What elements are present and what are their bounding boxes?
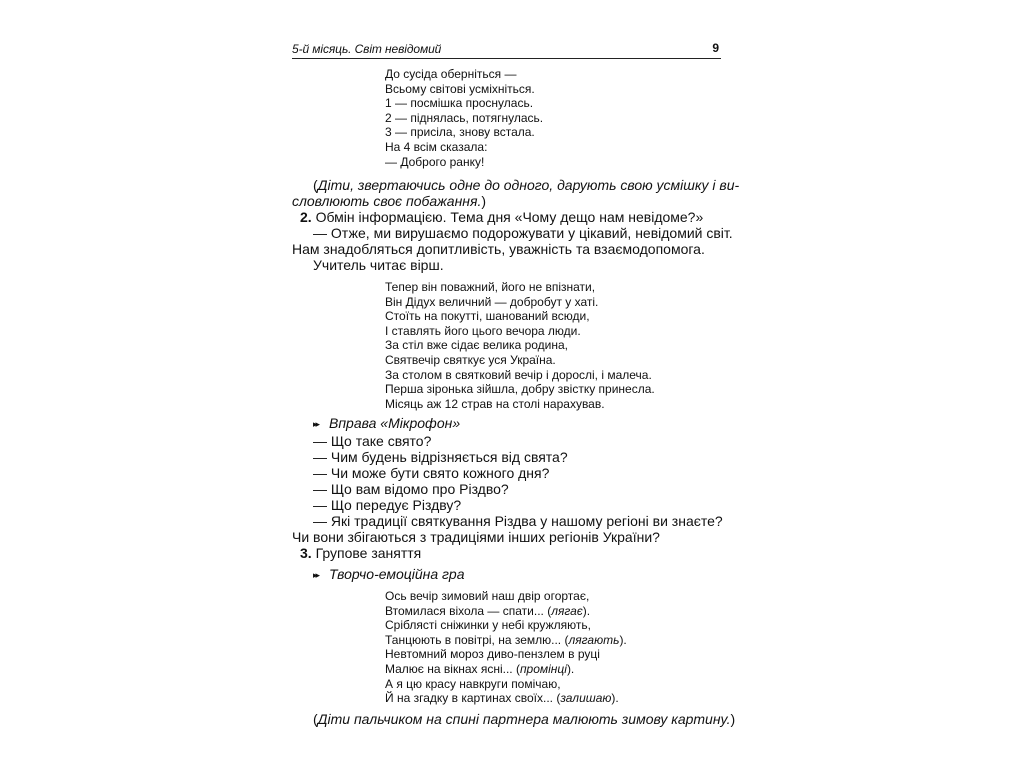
section-heading-3 <box>300 545 421 561</box>
verse-line: За стіл вже сідає велика родина, <box>385 338 568 353</box>
verse-line: Святвечір святкує уся Україна. <box>385 352 556 367</box>
question-line: — Чим будень відрізняється від свята? <box>313 449 568 465</box>
answer-word: лягають <box>568 632 620 647</box>
section-number: 2. <box>300 209 312 225</box>
verse-line: На 4 всім сказала: <box>385 139 488 154</box>
verse-line: Стоїть на покутті, шанований всюди, <box>385 309 590 324</box>
answer-word: лягає <box>551 603 583 618</box>
verse-line: Він Дідух величний — добробут у хаті. <box>385 294 599 309</box>
paragraph-line: Учитель читає вірш. <box>313 257 444 273</box>
verse-line: Місяць аж 12 страв на столі нарахував. <box>385 396 605 411</box>
paragraph-line: Нам знадобляться допитливість, уважність та взаємодопомога. <box>292 241 705 257</box>
verse-line: Втомилася віхола — спати... (лягає). <box>385 603 591 618</box>
verse-line: — Доброго ранку! <box>385 154 485 169</box>
running-title: 5-й місяць. Світ невідомий <box>292 42 442 56</box>
stage-direction: (Діти, звертаючись одне до одного, дарують свою усмішку і ви- <box>313 177 740 193</box>
page-header <box>292 38 721 59</box>
stage-direction: (Діти пальчиком на спині партнера малюють зимову картину.) <box>313 711 736 727</box>
verse-line: Й на згадку в картинах своїх... (залишаю). <box>385 691 619 706</box>
answer-word: промінці <box>519 661 567 676</box>
verse-line: Танцюють в повітрі, на землю... (лягають). <box>385 632 627 647</box>
question-line: — Що вам відомо про Різдво? <box>313 481 509 497</box>
paragraph-line: — Отже, ми вирушаємо подорожувати у цікавий, невідомий світ. <box>313 225 733 241</box>
verse-line: Невтомний мороз диво-пензлем в руці <box>385 647 600 662</box>
verse-line: Всьому світові усміхніться. <box>385 81 535 96</box>
verse-greeting <box>385 67 543 169</box>
double-arrow-icon: ▸▸ <box>313 419 319 429</box>
question-line: — Чи може бути свято кожного дня? <box>313 465 550 481</box>
page-number: 9 <box>712 41 719 55</box>
question-line: — Які традиції святкування Різдва у нашому регіоні ви знаєте? <box>313 513 723 529</box>
section-title: Групове заняття <box>315 545 422 561</box>
verse-line: За столом в святковий вечір і дорослі, і малеча. <box>385 367 652 382</box>
verse-line: 3 — присіла, знову встала. <box>385 125 535 140</box>
section-heading-2 <box>300 209 703 225</box>
verse-line: Ось вечір зимовий наш двір огортає, <box>385 589 590 603</box>
answer-word: залишаю <box>560 691 612 706</box>
question-line: — Що передує Різдву? <box>313 497 462 513</box>
double-arrow-icon: ▸▸ <box>313 570 319 580</box>
exercise-heading <box>313 566 465 583</box>
verse-line: Малює на вікнах ясні... (промінці). <box>385 661 575 676</box>
verse-didukh <box>385 280 655 411</box>
verse-line: Тепер він поважний, його не впізнати, <box>385 280 596 294</box>
verse-line: І ставлять його цього вечора люди. <box>385 323 581 338</box>
verse-line: 2 — піднялась, потягнулась. <box>385 110 544 125</box>
verse-line: 1 — посмішка проснулась. <box>385 96 534 111</box>
verse-winter <box>385 589 627 706</box>
exercise-title: Вправа «Мікрофон» <box>329 415 461 431</box>
question-line-cont: Чи вони збігаються з традиціями інших регіонів України? <box>292 529 660 545</box>
verse-line: Сріблясті сніжинки у небі кружляють, <box>385 618 591 633</box>
exercise-heading <box>313 415 460 432</box>
verse-line: А я цю красу навкруги помічаю, <box>385 676 561 691</box>
verse-line: До сусіда оберніться — <box>385 67 517 81</box>
stage-direction-cont: словлюють своє побажання.) <box>292 193 487 209</box>
section-number: 3. <box>300 545 312 561</box>
section-title: Обмін інформацією. Тема дня «Чому дещо нам невідоме?» <box>315 209 704 225</box>
verse-line: Перша зіронька зійшла, добру звістку принесла. <box>385 382 655 397</box>
question-line: — Що таке свято? <box>313 433 432 449</box>
exercise-title: Творчо-емоційна гра <box>329 566 465 582</box>
